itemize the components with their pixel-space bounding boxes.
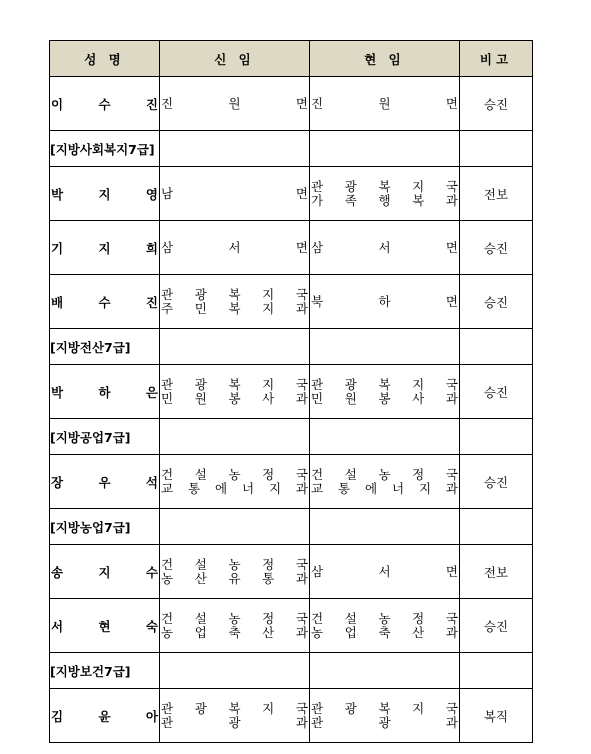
current-post-line: 관 광 과 [311, 714, 458, 730]
name-text: 이 수 진 [51, 96, 158, 112]
header-name: 성 명 [50, 41, 160, 77]
section-row [50, 131, 533, 167]
current-post-line: 교 통 에 너 지 과 [311, 480, 458, 496]
empty-cell [460, 653, 533, 689]
section-label: [지방전산7급] [50, 329, 160, 365]
new-post [160, 689, 310, 743]
person-row [50, 689, 533, 743]
current-post [310, 77, 460, 131]
empty-cell [460, 419, 533, 455]
name-text: 박 지 영 [51, 186, 158, 202]
section-row [50, 419, 533, 455]
current-post [310, 365, 460, 419]
current-post [310, 455, 460, 509]
empty-cell [310, 653, 460, 689]
new-post-line: 건 설 농 정 국 [161, 610, 308, 626]
current-post [310, 599, 460, 653]
new-post [160, 455, 310, 509]
current-post [310, 275, 460, 329]
section-label: [지방농업7급] [50, 509, 160, 545]
note-cell: 승진 [460, 599, 533, 653]
header-note: 비고 [460, 41, 533, 77]
person-row [50, 545, 533, 599]
empty-cell [460, 509, 533, 545]
name-text: 송 지 수 [51, 564, 158, 580]
name-text: 서 현 숙 [51, 618, 158, 634]
empty-cell [160, 131, 310, 167]
current-post [310, 167, 460, 221]
person-row [50, 455, 533, 509]
note-cell: 승진 [460, 77, 533, 131]
section-row [50, 509, 533, 545]
empty-cell [160, 419, 310, 455]
section-row [50, 653, 533, 689]
person-name [50, 545, 160, 599]
new-post-line: 민 원 봉 사 과 [161, 390, 308, 406]
current-post-line: 관 광 복 지 국 [311, 178, 458, 194]
person-row [50, 599, 533, 653]
new-post [160, 275, 310, 329]
empty-cell [310, 329, 460, 365]
note-cell: 승진 [460, 221, 533, 275]
new-post-line: 관 광 복 지 국 [161, 376, 308, 392]
person-name [50, 167, 160, 221]
current-post [310, 221, 460, 275]
section-label: [지방보건7급] [50, 653, 160, 689]
note-cell: 승진 [460, 455, 533, 509]
person-name [50, 599, 160, 653]
current-post-line: 관 광 복 지 국 [311, 700, 458, 716]
empty-cell [460, 329, 533, 365]
new-post [160, 365, 310, 419]
person-name [50, 689, 160, 743]
section-label: [지방사회복지7급] [50, 131, 160, 167]
empty-cell [310, 131, 460, 167]
current-post [310, 545, 460, 599]
new-post-line: 교 통 에 너 지 과 [161, 480, 308, 496]
person-row [50, 275, 533, 329]
note-cell: 승진 [460, 275, 533, 329]
person-row [50, 167, 533, 221]
name-text: 장 우 석 [51, 474, 158, 490]
note-cell: 전보 [460, 545, 533, 599]
new-post-line: 관 광 복 지 국 [161, 286, 308, 302]
new-post-line: 주 민 복 지 과 [161, 300, 308, 316]
new-post-line: 삼 서 면 [161, 239, 308, 255]
name-text: 박 하 은 [51, 384, 158, 400]
current-post-line: 건 설 농 정 국 [311, 610, 458, 626]
person-name [50, 77, 160, 131]
note-cell: 승진 [460, 365, 533, 419]
current-post-line: 진 원 면 [311, 95, 458, 111]
header-new-post: 신 임 [160, 41, 310, 77]
person-row [50, 77, 533, 131]
new-post-line: 관 광 과 [161, 714, 308, 730]
section-label: [지방공업7급] [50, 419, 160, 455]
current-post-line: 삼 서 면 [311, 239, 458, 255]
person-name [50, 365, 160, 419]
current-post-line: 가 족 행 복 과 [311, 192, 458, 208]
personnel-table [49, 40, 533, 743]
new-post-line: 관 광 복 지 국 [161, 700, 308, 716]
current-post-line: 민 원 봉 사 과 [311, 390, 458, 406]
empty-cell [160, 509, 310, 545]
new-post-line: 건 설 농 정 국 [161, 466, 308, 482]
name-text: 기 지 희 [51, 240, 158, 256]
current-post [310, 689, 460, 743]
new-post [160, 77, 310, 131]
new-post-line: 건 설 농 정 국 [161, 556, 308, 572]
header-current-post: 현 임 [310, 41, 460, 77]
current-post-line: 삼 서 면 [311, 563, 458, 579]
current-post-line: 농 업 축 산 과 [311, 624, 458, 640]
person-row [50, 221, 533, 275]
empty-cell [160, 329, 310, 365]
current-post-line: 건 설 농 정 국 [311, 466, 458, 482]
empty-cell [310, 509, 460, 545]
new-post-line: 남 면 [161, 185, 308, 201]
new-post [160, 221, 310, 275]
empty-cell [460, 131, 533, 167]
note-cell: 전보 [460, 167, 533, 221]
person-name [50, 455, 160, 509]
current-post-line: 관 광 복 지 국 [311, 376, 458, 392]
empty-cell [310, 419, 460, 455]
header-row [50, 41, 533, 77]
new-post [160, 167, 310, 221]
new-post-line: 농 산 유 통 과 [161, 570, 308, 586]
new-post [160, 599, 310, 653]
person-row [50, 365, 533, 419]
person-name [50, 275, 160, 329]
section-row [50, 329, 533, 365]
new-post [160, 545, 310, 599]
person-name [50, 221, 160, 275]
note-cell: 복직 [460, 689, 533, 743]
empty-cell [160, 653, 310, 689]
name-text: 배 수 진 [51, 294, 158, 310]
new-post-line: 진 원 면 [161, 95, 308, 111]
name-text: 김 윤 아 [51, 708, 158, 724]
current-post-line: 북 하 면 [311, 293, 458, 309]
new-post-line: 농 업 축 산 과 [161, 624, 308, 640]
